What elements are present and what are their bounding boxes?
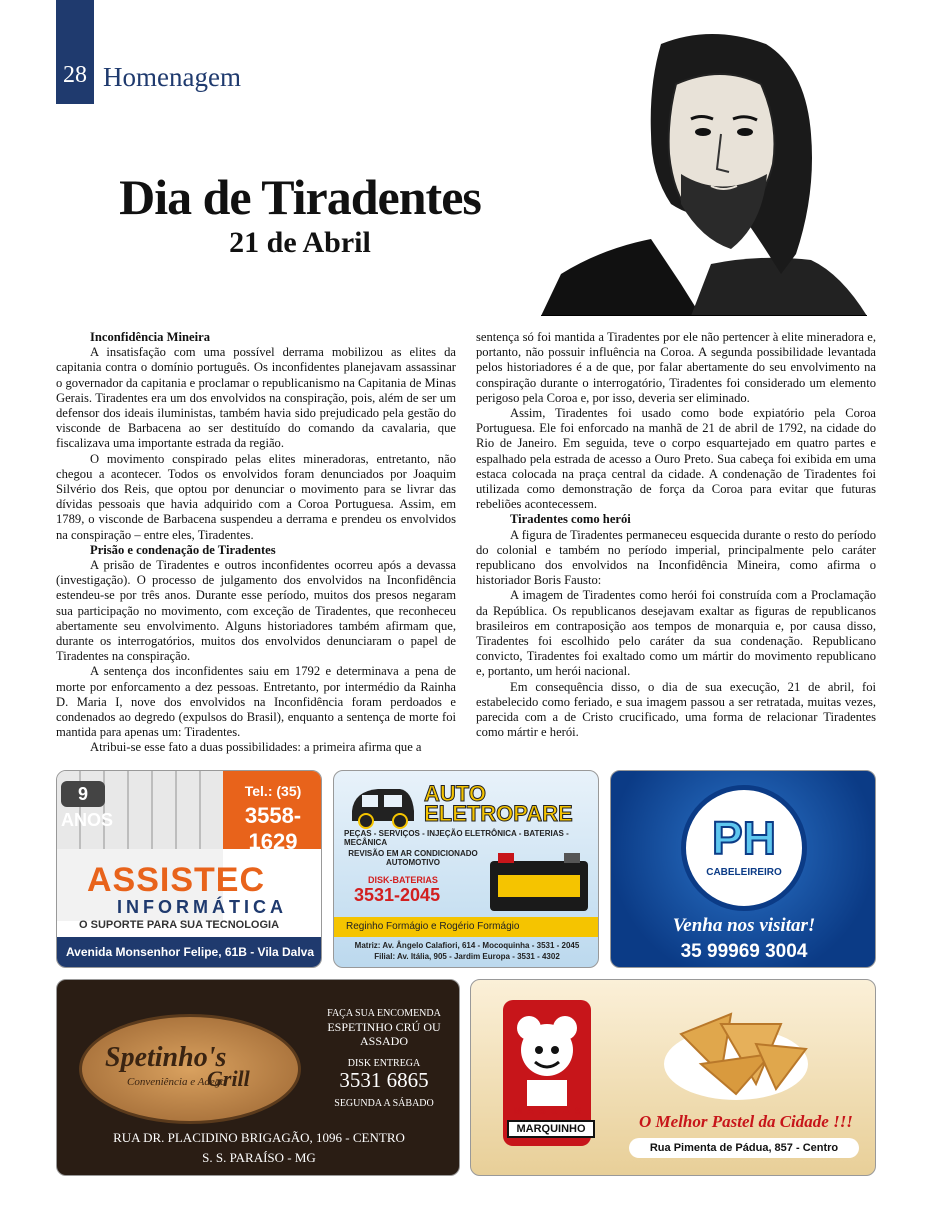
brand-sub: CABELEIREIRO [706,867,782,878]
pastel-image [661,994,811,1104]
section-heading: Prisão e condenação de Tiradentes [90,542,276,557]
brand-label: MASSAS [513,1106,587,1117]
article-paragraph: sentença só foi mantida a Tiradentes por ele não pertencer à elite mineradora e, portanto, não possuir influência na Coroa. A segunda possibilidade levantada pelos historiadores é a de que, por falar abertamente do seu envolvimento na conspiração durante o interrogatório, Tiradentes foi considerado um elemento perigoso pela Coroa e, por isso, deveria ser eliminado. [476,330,876,405]
delivery-label: DISK ENTREGA [347,1058,421,1069]
article-paragraph: Em consequência disso, o dia de sua execução, 21 de abril, foi estabelecido como feriado, e sua imagem passou a ser retratada, muitas vezes, parecida com a de Cristo crucificado, uma forma de relacionar Tiradentes como mártir e herói. [476,679,876,740]
brand-name-line2: ELETROPARE [424,801,573,826]
ad-auto-eletropare [333,770,599,968]
owners: Reginho Formágio e Rogério Formágio [334,917,599,937]
brand-sub: Conveniência e Adega [127,1076,226,1088]
city: S. S. PARAÍSO - MG [202,1150,316,1165]
article-paragraph: Assim, Tiradentes foi usado como bode expiatório pela Coroa Portuguesa. Ele foi enforcado na manhã de 21 de abril de 1792, na cidade do Rio de Janeiro. Em seguida, teve o corpo esquartejado em quatro partes e espalhado pela estrada de acesso a Ouro Preto. Sua cabeça foi exibida em uma estaca colocada na praça central da cidade. A condenação de Tiradentes foi utilizada como demonstração de força da Coroa para evitar que futuras rebeliões acontecessem. [476,406,876,512]
ad-ph-cabeleireiro [610,770,876,968]
article-paragraph: A imagem de Tiradentes como herói foi construída com a Proclamação da República. Os republicanos desejavam exaltar as figuras de republicanos brasileiros em contraposição aos tempos de monarquia e, por causa disso, Tiradentes foi escolhido pelo caráter da sua condenação. Republicano convicto, Tiradentes foi exaltado como um mártir do movimento republicano e, portanto, um herói nacional. [476,588,876,679]
slogan: O SUPORTE PARA SUA TECNOLOGIA [79,919,280,931]
article-column-left [56,330,456,756]
article-subtitle: 21 de Abril [229,226,371,259]
tiradentes-portrait [541,24,867,316]
brand-grill: Grill [207,1066,250,1091]
article-paragraph: A figura de Tiradentes permaneceu esquecida durante o resto do período do colonial e também no período imperial, principalmente pelo caráter republicano dos envolvidos na Inconfidência Mineira, como afirma o historiador Boris Fausto: [476,527,876,588]
tel-label: Tel.: (35) [244,783,302,799]
address-main: Matriz: Av. Ângelo Calafiori, 614 - Mocoquinha - 3531 - 2045 [354,941,580,950]
disk-label: DISK-BATERIAS [368,875,438,885]
article-paragraph: O movimento conspirado pelas elites mineradoras, entretanto, não chegou a acontecer. Todos os envolvidos foram denunciados por Joaquim Silvério dos Reis, que optou por denunciar o movimento para se livrar das dívidas pessoais que havia adquirido com a Coroa Portuguesa. Assim, em 1789, o visconde de Barbacena suspendeu a derrama e prendeu os envolvidos na conspiração – entre eles, Tiradentes. [56,451,456,542]
brand-name: ASSISTEC [87,861,266,899]
phone-number: 3558-1629 [244,803,302,854]
ad-spetinhos-grill [56,979,460,1176]
address: RUA DR. PLACIDINO BRIGAGÃO, 1096 - CENTRO [113,1130,405,1145]
article-column-right [476,330,876,740]
brand-name: MARQUINHO [507,1120,595,1138]
services: PEÇAS - SERVIÇOS - INJEÇÃO ELETRÔNICA - BATERIAS - MECÂNICA [344,829,569,847]
phone-box [223,771,322,854]
article-paragraph: Atribui-se esse fato a duas possibilidades: a primeira afirma que a [90,740,422,755]
address: Rua Pimenta de Pádua, 857 - Centro [629,1138,859,1158]
section-heading: Inconfidência Mineira [90,330,210,344]
slogan: O Melhor Pastel da Cidade !!! [639,1112,853,1131]
phone-number: 3531-2045 [354,885,441,905]
brand-sub: INFORMÁTICA [117,897,287,917]
section-title: Homenagem [103,62,241,92]
article-title: Dia de Tiradentes [119,169,481,225]
anniversary-badge: 9 ANOS [61,781,105,807]
address-branch: Filial: Av. Itália, 905 - Jardim Europa - 3531 - 4302 [374,952,560,961]
ad-assistec [56,770,322,968]
section-heading: Tiradentes como herói [510,512,631,527]
brand-name-line1: AUTO [424,781,486,806]
article-paragraph: A prisão de Tiradentes e outros inconfidentes ocorreu após a devassa (investigação). O processo de julgamento dos envolvidos na Inconfidência estendeu-se por três anos. Durante esse período, muitos dos presos negaram sua participação no movimento, com exceção de Tiradentes, que reconheceu abertamente seu envolvimento. Alguns historiadores também afirmam que, durante os interrogatórios, muitos dos envolvidos denunciaram o papel de Tiradentes na conspiração. [56,558,456,664]
page-number: 28 [63,62,87,88]
order-line: ASSADO [359,1034,408,1048]
brand-name: Spetinho's [105,1042,227,1073]
opening-days: SEGUNDA A SÁBADO [334,1098,434,1109]
ac-service: REVISÃO EM AR CONDICIONADO AUTOMOTIVO [348,849,478,867]
order-label: FAÇA SUA ENCOMENDA [327,1008,441,1019]
battery-icon [484,845,594,915]
address: Avenida Monsenhor Felipe, 61B - Vila Dalva [57,937,322,967]
ad-massas-marquinho [470,979,876,1176]
slogan: Venha nos visitar! [672,915,816,936]
order-line: ESPETINHO CRÚ OU [327,1020,441,1034]
article-paragraph: A insatisfação com uma possível derrama mobilizou as elites da capitania contra o domínio português. Os inconfidentes planejavam assassinar o governador da capitania e proclamar o republicanismo na Capitania de Minas Gerais. Tiradentes era um dos envolvidos na conspiração, pois, além de ser um defensor dos ideais iluministas, também havia sido prejudicado pela gestão do visconde de Barbacena ao ser destituído do comando da cavalaria, que fiscalizava uma importante estrada da região. [56,345,456,451]
phone-number: 3531 6865 [339,1068,429,1092]
car-icon [348,781,418,829]
brand-logo: PH [712,812,776,864]
article-paragraph: A sentença dos inconfidentes saiu em 1792 e determinava a pena de morte por enforcamento a dez pessoas. Entretanto, por intermédio da Rainha D. Maria I, nove dos envolvidos na Inconfidência foram perdoados e condenados ao degredo (expulsos do Brasil), enquanto a sentença de morte foi mantida para apenas um: Tiradentes. [56,664,456,740]
phone-number: 35 99969 3004 [680,941,808,962]
